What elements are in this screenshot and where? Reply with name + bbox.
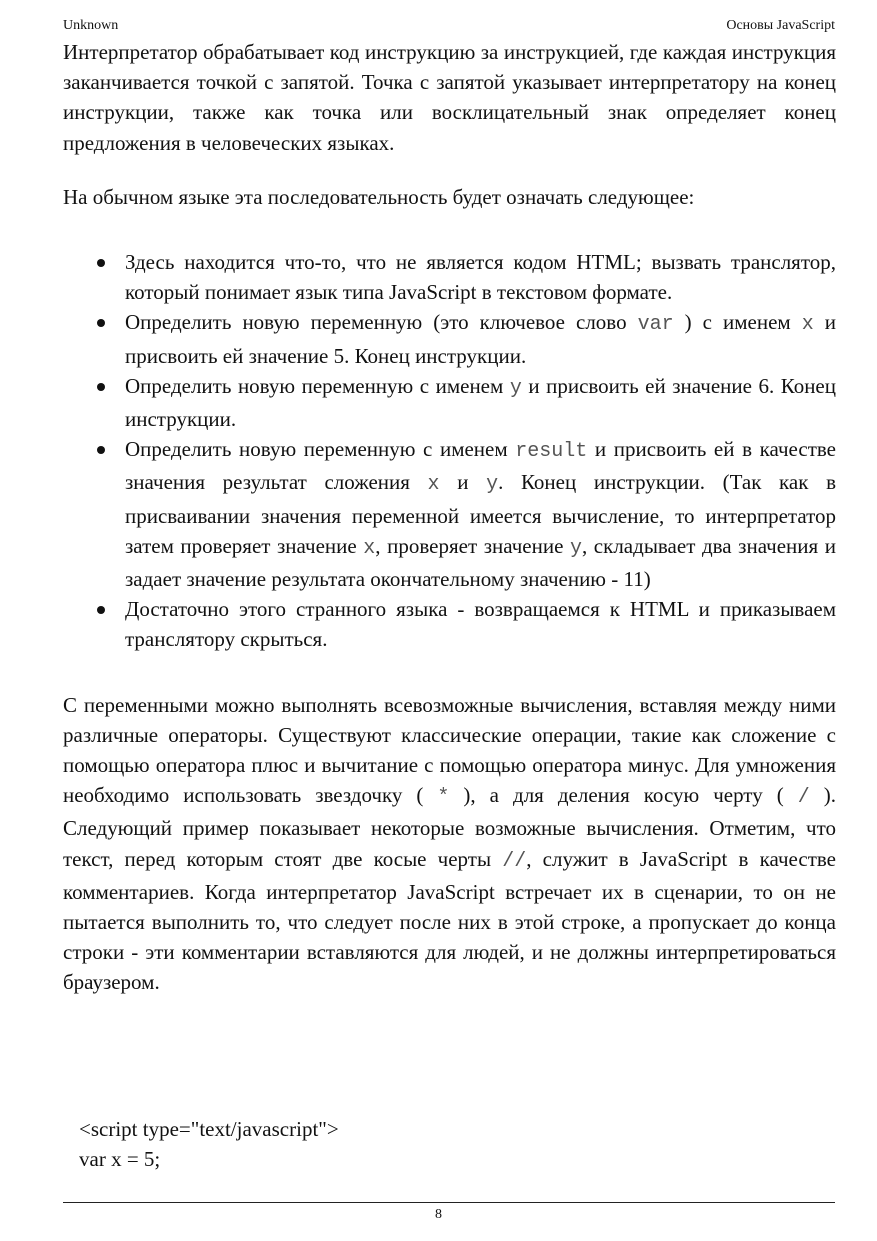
running-header	[63, 17, 835, 35]
header-author: Unknown	[63, 18, 119, 33]
inline-code: *	[437, 786, 450, 810]
bullet-icon	[97, 319, 105, 327]
code-line: <script type="text/javascript">	[79, 1117, 339, 1141]
footer-divider	[63, 1202, 835, 1203]
list-item: Определить новую переменную с именем y и присвоить ей значение 6. Конец инструкции.	[63, 371, 836, 434]
inline-code: //	[502, 849, 527, 873]
code-line: var x = 5;	[79, 1147, 161, 1171]
inline-code: /	[797, 786, 810, 810]
inline-code: x	[363, 536, 376, 560]
bullet-icon	[97, 606, 105, 614]
inline-code: y	[509, 376, 522, 400]
inline-code: result	[515, 440, 588, 464]
inline-code: y	[569, 536, 582, 560]
bullet-icon	[97, 446, 105, 454]
list-item: Здесь находится что-то, что не является кодом HTML; вызвать транслятор, который понимает язык типа JavaScript в текстовом формате.	[63, 247, 836, 307]
inline-code: x	[801, 313, 814, 337]
paragraph-interpreter: Интерпретатор обрабатывает код инструкцию за инструкцией, где каждая инструкция заканчивается точкой с запятой. Точка с запятой указывает интерпретатору на конец инструкции, также как точка или восклицательный знак определяет конец предложения в человеческих языках.	[63, 40, 836, 155]
page-number: 8	[435, 1207, 442, 1222]
header-title: Основы JavaScript	[726, 18, 835, 33]
bullet-icon	[97, 383, 105, 391]
list-item: Определить новую переменную с именем result и присвоить ей в качестве значения результат сложения x и y. Конец инструкции. (Так как в присваивании значения переменной имеется вычисление, то интерпретатор затем проверяет значение x, проверяет значение y, складывает два значения и задает значение результата окончательному значению - 11)	[63, 434, 836, 594]
list-item: Достаточно этого странного языка - возвращаемся к HTML и приказываем транслятору скрыться.	[63, 594, 836, 654]
inline-code: x	[427, 473, 440, 497]
bullet-icon	[97, 259, 105, 267]
steps-list	[63, 247, 836, 655]
inline-code: var	[637, 313, 674, 337]
code-example	[79, 1114, 339, 1174]
inline-code: y	[486, 473, 499, 497]
list-item: Определить новую переменную (это ключевое слово var ) с именем x и присвоить ей значение 5. Конец инструкции.	[63, 307, 836, 370]
page-content	[63, 37, 836, 998]
paragraph-sequence-intro: На обычном языке эта последовательность будет означать следующее:	[63, 184, 695, 209]
paragraph-operators: С переменными можно выполнять всевозможные вычисления, вставляя между ними различные операторы. Существуют классические операции, такие как сложение с помощью оператора плюс и вычитание с помощью оператора минус. Для умножения необходимо использовать звездочку ( * ), а для деления косую черту ( / ). Следующий пример показывает некоторые возможные вычисления. Отметим, что текст, перед которым стоят две косые черты //, служит в JavaScript в качестве комментариев. Когда интерпретатор JavaScript встречает их в сценарии, то он не пытается выполнить то, что следует после них в этой строке, а пропускает до конца строки - эти комментарии вставляются для людей, и не должны интерпретироваться браузером.	[63, 692, 836, 995]
